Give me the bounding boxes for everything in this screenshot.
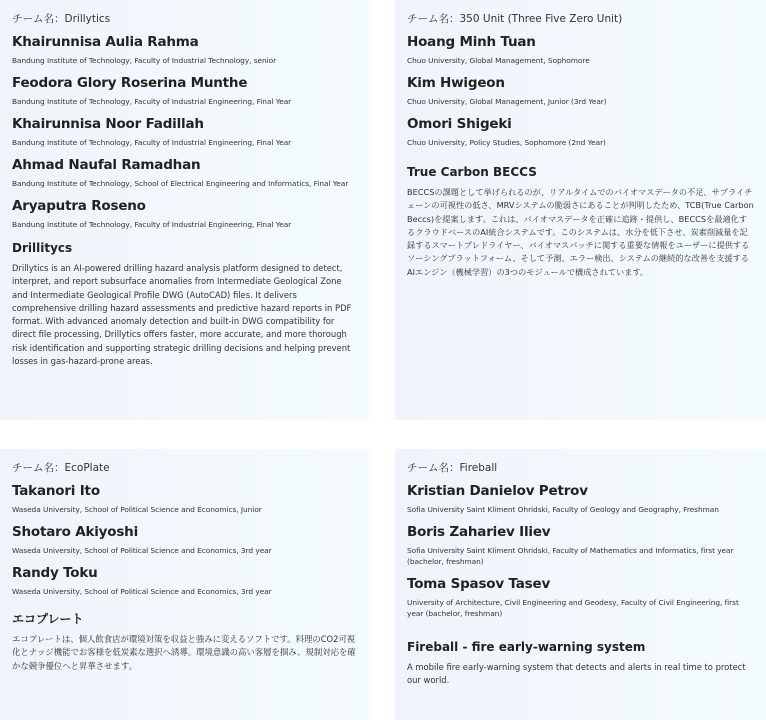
project-title: True Carbon BECCS (407, 165, 537, 179)
member-entry (407, 74, 754, 107)
member-name: Takanori Ito (12, 483, 100, 499)
member-affiliation: Chuo University, Global Management, Junior (3rd Year) (407, 97, 607, 106)
project-title: Fireball - fire early-warning system (407, 640, 646, 654)
member-affiliation: Sofia University Saint Kliment Ohridski, Faculty of Mathematics and Informatics, first year (bachelor, freshman) (407, 546, 734, 566)
member-entry (12, 115, 357, 148)
member-entry (12, 564, 357, 597)
member-affiliation: Bandung Institute of Technology, Faculty of Industrial Engineering, Final Year (12, 97, 292, 106)
member-affiliation: Bandung Institute of Technology, Faculty of Industrial Technology, senior (12, 56, 277, 65)
member-name: Boris Zahariev Iliev (407, 524, 551, 540)
team-name-label: チーム名：350 Unit (Three Five Zero Unit) (407, 13, 623, 25)
member-name: Feodora Glory Roserina Munthe (12, 75, 248, 91)
member-affiliation: Bandung Institute of Technology, Faculty of Industrial Engineering, Final Year (12, 220, 292, 229)
member-name: Ahmad Naufal Ramadhan (12, 157, 201, 173)
member-name: Shotaro Akiyoshi (12, 524, 139, 540)
project-description: A mobile fire early-warning system that detects and alerts in real time to protect our world. (407, 662, 746, 686)
member-affiliation: Chuo University, Global Management, Sophomore (407, 56, 590, 65)
member-affiliation: Waseda University, School of Political Science and Economics, Junior (12, 505, 262, 514)
member-entry (12, 156, 357, 189)
project-title: Drillitycs (12, 241, 73, 255)
member-entry (407, 33, 754, 66)
member-entry (12, 74, 357, 107)
member-entry (407, 115, 754, 148)
member-name: Hoang Minh Tuan (407, 34, 536, 50)
member-name: Kim Hwigeon (407, 75, 505, 91)
member-name: Aryaputra Roseno (12, 198, 146, 214)
member-affiliation: Bandung Institute of Technology, School of Electrical Engineering and Informatics, Final Year (12, 179, 349, 188)
member-entry (12, 33, 357, 66)
member-name: Khairunnisa Aulia Rahma (12, 34, 199, 50)
member-entry (407, 482, 754, 515)
project-description: Drillytics is an AI-powered drilling hazard analysis platform designed to detect, interpret, and report subsurface anomalies from Intermediate Geological Zone and Intermediate Geological Profile DWG (AutoCAD) files. It delivers comprehensive drilling hazard assessments and predictive hazard reports in PDF format. With advanced anomaly detection and built-in DWG compatibility for direct file processing, Drillytics offers faster, more accurate, and more thorough risk identification and supporting strategic drilling decisions and helping prevent losses in gas-hazard-prone areas. (12, 263, 352, 367)
team-card-drillytics (0, 0, 369, 420)
team-name-label: チーム名：Fireball (407, 462, 498, 474)
member-affiliation: Waseda University, School of Political Science and Economics, 3rd year (12, 546, 272, 555)
member-entry (12, 197, 357, 230)
project-description: BECCSの課題として挙げられるのが、リアルタイムでのバイオマスデータの不足、サプライチェーンの可視性の低さ、MRVシステムの脆弱さにあることが判明したため、TCB(True Carbon Beccs)を提案します。これは、バイオマスデータを正確に追跡・提供し、BECCSを最適化するクラウドベースのAI統合システムです。このシステムは、水分を低下させ、炭素削減量を記録するスマートプレドライヤー、バイオマスバッチに関する重要な情報をユーザーに提供するソーシングプラットフォーム、そして予測、エラー検出、システムの継続的な改善を支援するAIエンジン（機械学習）の3つのモジュールで構成されています。 (407, 187, 754, 277)
member-name: Toma Spasov Tasev (407, 576, 551, 592)
team-name-label: チーム名：EcoPlate (12, 462, 110, 474)
member-affiliation: Waseda University, School of Political Science and Economics, 3rd year (12, 587, 272, 596)
team-card-ecoplate (0, 449, 369, 720)
team-card-fireball (395, 449, 766, 720)
project-description: エコプレートは、個人飲食店が環境対策を収益と強みに変えるソフトです。料理のCO2可視化とナッジ機能でお客様を低炭素な選択へ誘導。環境意識の高い客層を掴み、規制対応を確かな競争優位へと昇華させます。 (12, 634, 356, 671)
member-affiliation: University of Architecture, Civil Engineering and Geodesy, Faculty of Civil Engineering, first year (bachelor, freshman) (407, 598, 739, 618)
member-entry (407, 575, 754, 619)
member-name: Omori Shigeki (407, 116, 512, 132)
member-entry (407, 523, 754, 567)
member-affiliation: Chuo University, Policy Studies, Sophomore (2nd Year) (407, 138, 606, 147)
member-affiliation: Bandung Institute of Technology, Faculty of Industrial Engineering, Final Year (12, 138, 292, 147)
member-affiliation: Sofia University Saint Kliment Ohridski, Faculty of Geology and Geography, Freshman (407, 505, 719, 514)
team-name-label: チーム名：Drillytics (12, 13, 111, 25)
member-name: Khairunnisa Noor Fadillah (12, 116, 204, 132)
member-name: Kristian Danielov Petrov (407, 483, 588, 499)
team-card-350-unit (395, 0, 766, 420)
project-title: エコプレート (12, 612, 84, 626)
member-name: Randy Toku (12, 565, 98, 581)
member-entry (12, 482, 357, 515)
member-entry (12, 523, 357, 556)
